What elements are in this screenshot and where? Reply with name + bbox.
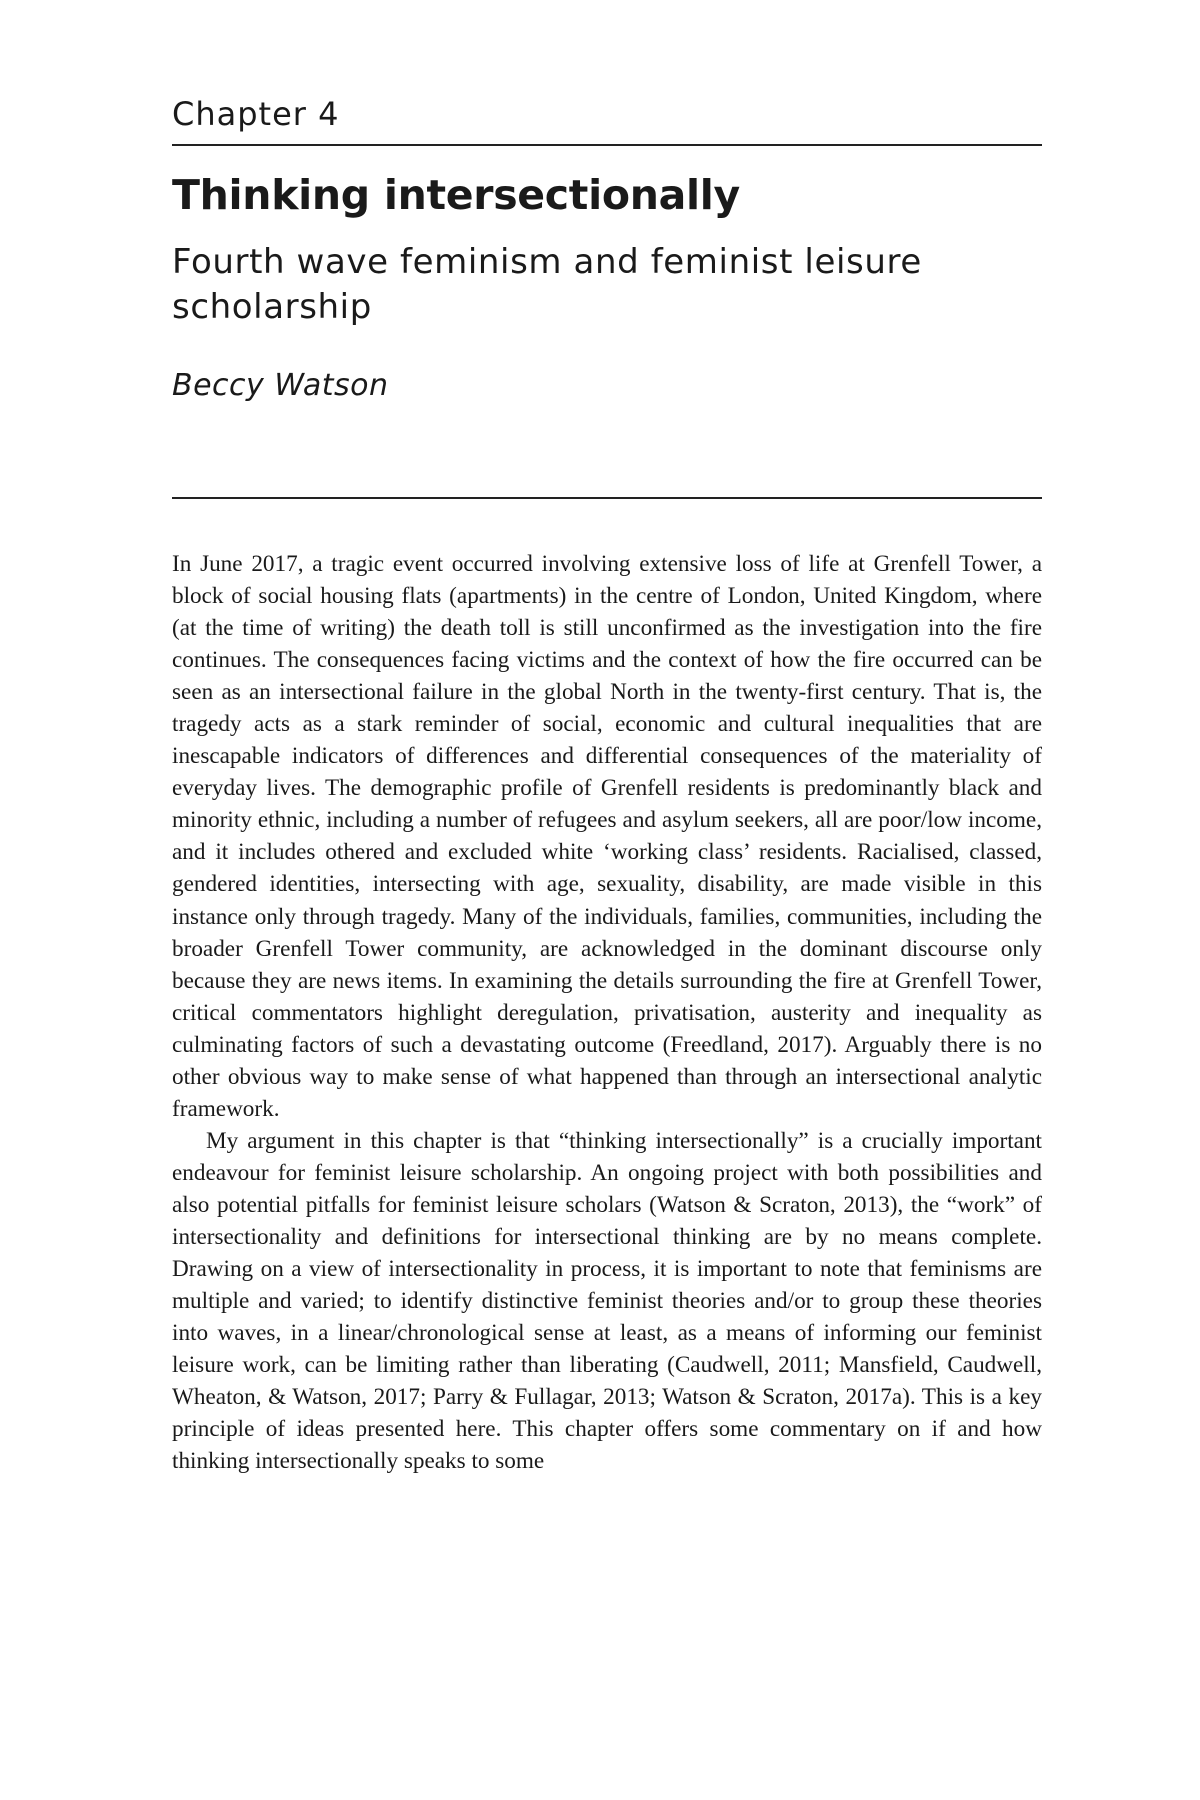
author-name: Beccy Watson [172,368,389,403]
chapter-number: Chapter 4 [172,95,340,133]
body-paragraph-2: My argument in this chapter is that “thinking intersectionally” is a crucially important endeavour for feminist leisure scholarship. An ongoing project with both possibilities and also potential pitfalls for feminist leisure scholars (Watson & Scraton, 2013), the “work” of intersectionality and definitions for intersectional thinking are by no means complete. Drawing on a view of intersectionality in process, it is important to note that feminisms are multiple and varied; to identify distinctive feminist theories and/or to group these theories into waves, in a linear/chronological sense at least, as a means of informing our feminist leisure work, can be limiting rather than liberating (Caudwell, 2011; Mansfield, Caudwell, Wheaton, & Watson, 2017; Parry & Fullagar, 2013; Watson & Scraton, 2017a). This is a key principle of ideas presented here. This chapter offers some commentary on if and how thinking intersectionally speaks to some [172,1127,1042,1475]
chapter-subtitle: Fourth wave feminism and feminist leisure scholarship [172,242,922,327]
header-rule-top [172,144,1042,146]
header-rule-bottom [172,497,1042,499]
body-paragraph-1: In June 2017, a tragic event occurred involving extensive loss of life at Grenfell Tower, a block of social housing flats (apartments) in the centre of London, United Kingdom, where (at the time of writing) the death toll is still unconfirmed as the investigation into the fire continues. The consequences facing victims and the context of how the fire occurred can be seen as an intersectional failure in the global North in the twenty-first century. That is, the tragedy acts as a stark reminder of social, economic and cultural inequalities that are inescapable indicators of differences and differential consequences of the materiality of everyday lives. The demographic profile of Grenfell residents is predominantly black and minority ethnic, including a number of refugees and asylum seekers, all are poor/low income, and it includes othered and excluded white ‘working class’ residents. Racialised, classed, gendered identities, intersecting with age, sexuality, disability, are made visible in this instance only through tragedy. Many of the individuals, families, communities, including the broader Grenfell Tower community, are acknowledged in the dominant discourse only because they are news items. In examining the details surrounding the fire at Grenfell Tower, critical commentators highlight deregulation, privatisation, austerity and inequality as culminating factors of such a devastating outcome (Freedland, 2017). Arguably there is no other obvious way to make sense of what happened than through an intersectional analytic framework. [172,551,1042,1122]
body-text [172,548,1042,1477]
chapter-title: Thinking intersectionally [172,171,740,219]
